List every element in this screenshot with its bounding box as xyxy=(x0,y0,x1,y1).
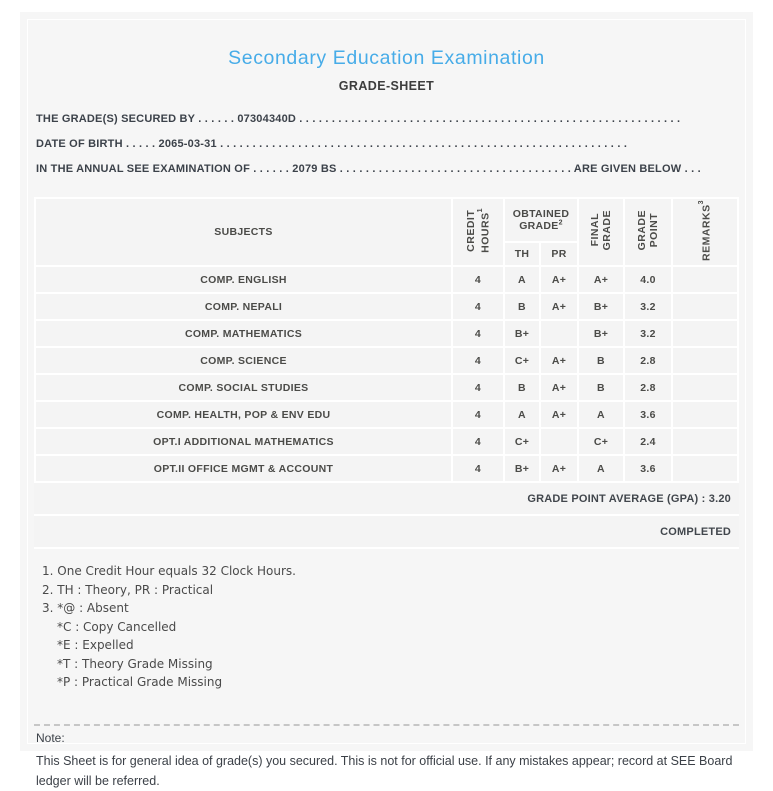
gpa-row xyxy=(34,483,739,516)
grade-point-cell: 3.6 xyxy=(624,455,672,482)
th-grade-cell: B+ xyxy=(504,320,540,347)
gpa-value: 3.20 xyxy=(708,493,731,505)
grade-point-cell: 3.6 xyxy=(624,401,672,428)
status-text: COMPLETED xyxy=(660,526,731,538)
credit-hours-cell: 4 xyxy=(452,347,504,374)
final-grade-cell: B xyxy=(578,374,624,401)
credit-hours-cell: 4 xyxy=(452,374,504,401)
table-row xyxy=(35,401,738,428)
pr-grade-cell: A+ xyxy=(540,401,578,428)
th-grade-cell: B xyxy=(504,293,540,320)
subject-cell: COMP. MATHEMATICS xyxy=(35,320,452,347)
final-grade-cell: A xyxy=(578,455,624,482)
header-th: TH xyxy=(504,242,540,266)
pr-grade-cell: A+ xyxy=(540,266,578,293)
final-grade-cell: C+ xyxy=(578,428,624,455)
grade-sheet-panel xyxy=(20,12,753,788)
remarks-cell xyxy=(672,374,738,401)
th-grade-cell: A xyxy=(504,401,540,428)
header-obtained-grade: OBTAINED GRADE$^2$ xyxy=(504,198,578,242)
pr-grade-cell: A+ xyxy=(540,347,578,374)
page-title: Secondary Education Examination xyxy=(228,47,545,69)
header-final-grade: FINAL GRADE xyxy=(578,198,624,266)
pr-grade-cell: A+ xyxy=(540,374,578,401)
grade-point-cell: 3.2 xyxy=(624,293,672,320)
header-subjects: SUBJECTS xyxy=(35,198,452,266)
subject-cell: COMP. NEPALI xyxy=(35,293,452,320)
grade-point-cell: 4.0 xyxy=(624,266,672,293)
remarks-cell xyxy=(672,428,738,455)
final-grade-cell: B+ xyxy=(578,320,624,347)
footnote-item: *P : Practical Grade Missing xyxy=(57,675,223,689)
pr-grade-cell: A+ xyxy=(540,455,578,482)
grades-table xyxy=(34,197,739,483)
pr-grade-cell xyxy=(540,320,578,347)
header-credit-hours: CREDIT HOURS$^1$ xyxy=(452,198,504,266)
header-pr: PR xyxy=(540,242,578,266)
footnote-item: 3. *@ : Absent xyxy=(42,601,129,615)
note-label: Note: xyxy=(36,730,65,745)
grades-table-header xyxy=(35,198,738,266)
remarks-cell xyxy=(672,455,738,482)
gpa-label: GRADE POINT AVERAGE (GPA) : xyxy=(527,493,706,505)
info-line-date-of-birth: DATE OF BIRTH . . . . . 2065-03-31 . . . . . . . . . . . . . . . . . . . . . . . . . . . . . . . . . . . . . . . . . . . . . . . . . . . . . . . . . . . . . . . xyxy=(36,138,628,150)
credit-hours-cell: 4 xyxy=(452,320,504,347)
remarks-cell xyxy=(672,293,738,320)
table-row xyxy=(35,320,738,347)
grades-table-body xyxy=(35,266,738,482)
th-grade-cell: B+ xyxy=(504,455,540,482)
header-grade-point: GRADE POINT xyxy=(624,198,672,266)
remarks-cell xyxy=(672,320,738,347)
th-grade-cell: A xyxy=(504,266,540,293)
subject-cell: COMP. SCIENCE xyxy=(35,347,452,374)
dashed-divider xyxy=(34,724,739,726)
credit-hours-cell: 4 xyxy=(452,401,504,428)
final-grade-cell: B xyxy=(578,347,624,374)
pr-grade-cell xyxy=(540,428,578,455)
th-grade-cell: B xyxy=(504,374,540,401)
final-grade-cell: B+ xyxy=(578,293,624,320)
subject-cell: COMP. ENGLISH xyxy=(35,266,452,293)
th-grade-cell: C+ xyxy=(504,428,540,455)
student-info-block xyxy=(36,107,739,182)
remarks-cell xyxy=(672,401,738,428)
table-row xyxy=(35,347,738,374)
subject-cell: COMP. SOCIAL STUDIES xyxy=(35,374,452,401)
table-row xyxy=(35,374,738,401)
credit-hours-cell: 4 xyxy=(452,293,504,320)
footnote-item: *E : Expelled xyxy=(57,638,134,652)
pr-grade-cell: A+ xyxy=(540,293,578,320)
credit-hours-cell: 4 xyxy=(452,428,504,455)
remarks-cell xyxy=(672,266,738,293)
footnote-item: *C : Copy Cancelled xyxy=(57,619,177,634)
credit-hours-cell: 4 xyxy=(452,266,504,293)
grade-point-cell: 2.4 xyxy=(624,428,672,455)
credit-hours-cell: 4 xyxy=(452,455,504,482)
header-remarks: REMARKS$^3$ xyxy=(672,198,738,266)
note-body: This Sheet is for general idea of grade(s) you secured. This is not for official use. If any mistakes appear; record at SEE Board ledger will be referred. xyxy=(36,753,733,788)
table-row xyxy=(35,266,738,293)
table-row xyxy=(35,293,738,320)
grade-point-cell: 3.2 xyxy=(624,320,672,347)
grade-point-cell: 2.8 xyxy=(624,347,672,374)
info-line-grades-secured-by: THE GRADE(S) SECURED BY . . . . . . 07304340D . . . . . . . . . . . . . . . . . . . . . . . . . . . . . . . . . . . . . . . . . . . . . . . . . . . . . . . . . . . xyxy=(36,113,681,125)
footnotes-list xyxy=(42,562,739,692)
subject-cell: OPT.II OFFICE MGMT & ACCOUNT xyxy=(35,455,452,482)
remarks-cell xyxy=(672,347,738,374)
th-grade-cell: C+ xyxy=(504,347,540,374)
sheet-subtitle: GRADE-SHEET xyxy=(338,79,435,93)
final-grade-cell: A xyxy=(578,401,624,428)
info-line-examination-year: IN THE ANNUAL SEE EXAMINATION OF . . . . . . 2079 BS . . . . . . . . . . . . . . . . . . . . . . . . . . . . . . . . . . . . ARE GIVEN BELOW . . . xyxy=(36,163,701,175)
grade-point-cell: 2.8 xyxy=(624,374,672,401)
final-grade-cell: A+ xyxy=(578,266,624,293)
subject-cell: COMP. HEALTH, POP & ENV EDU xyxy=(35,401,452,428)
table-row xyxy=(35,428,738,455)
table-row xyxy=(35,455,738,482)
subject-cell: OPT.I ADDITIONAL MATHEMATICS xyxy=(35,428,452,455)
grade-sheet-inner-frame xyxy=(27,19,746,788)
footnote-item: 2. TH : Theory, PR : Practical xyxy=(42,582,214,597)
completion-status-row xyxy=(34,516,739,549)
footnote-item: *T : Theory Grade Missing xyxy=(57,656,213,671)
footnote-item: 1. One Credit Hour equals 32 Clock Hours. xyxy=(42,564,296,578)
